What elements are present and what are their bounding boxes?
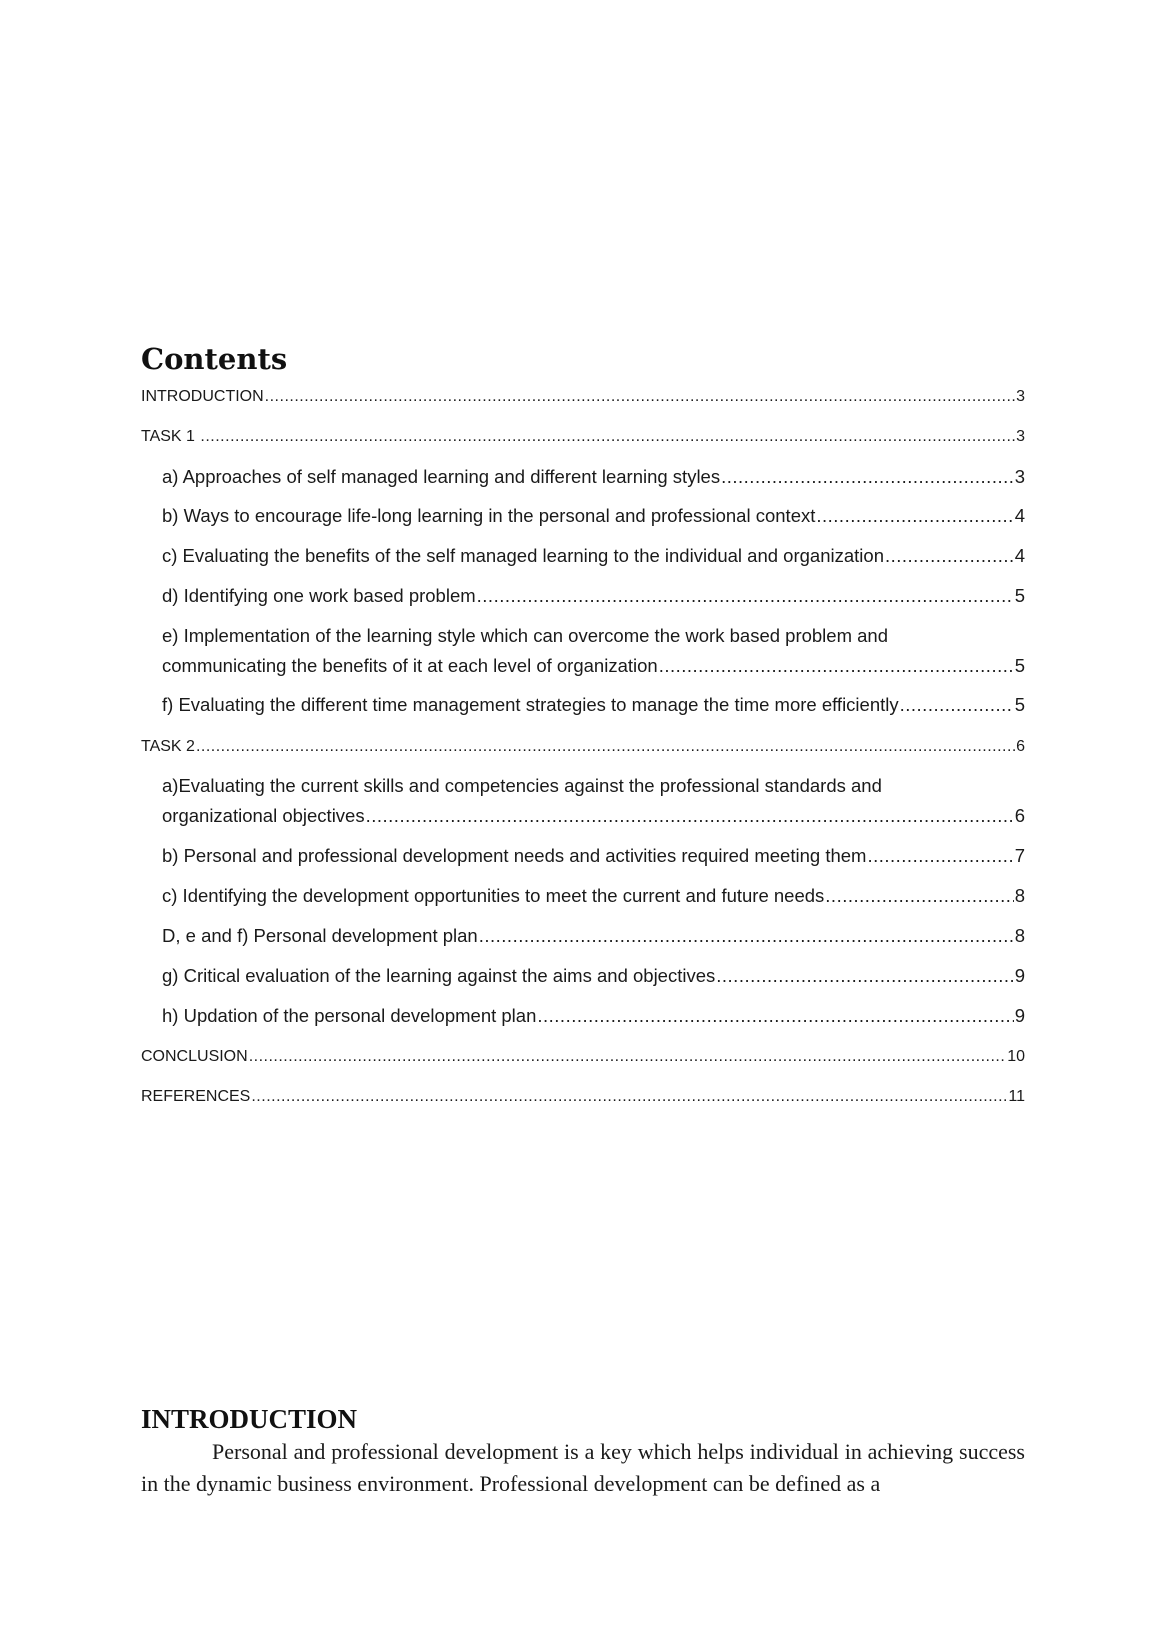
toc-entry-page: 8	[1014, 925, 1025, 946]
introduction-paragraph: Personal and professional development is a key which helps individual in achieving success in the dynamic business environment. Professional development can be defined as a	[141, 1439, 1025, 1496]
toc-entry-task-2h[interactable]	[162, 1003, 1025, 1029]
toc-heading: Contents	[141, 342, 288, 376]
toc-entry-title: c) Evaluating the benefits of the self managed learning to the individual and organization	[162, 545, 884, 566]
toc-entry-task-2a-line1[interactable]: a)Evaluating the current skills and competencies against the professional standards and	[162, 775, 882, 796]
toc-entry-title: h) Updation of the personal development plan	[162, 1005, 537, 1026]
toc-entry-references[interactable]	[141, 1086, 1025, 1108]
toc-dot-leader	[366, 803, 1014, 829]
toc-dot-leader	[900, 692, 1014, 718]
toc-entry-page: 11	[1008, 1088, 1025, 1105]
toc-dot-leader	[477, 583, 1014, 609]
toc-entry-introduction[interactable]	[141, 386, 1025, 408]
toc-entry-title: c) Identifying the development opportunities to meet the current and future needs	[162, 885, 825, 906]
toc-entry-page: 9	[1014, 965, 1025, 986]
toc-entry-page: 3	[1016, 388, 1025, 405]
toc-entry-task-1b[interactable]	[162, 503, 1025, 529]
toc-entry-title: a) Approaches of self managed learning and different learning styles	[162, 466, 721, 487]
toc-entry-task-1[interactable]	[141, 426, 1025, 448]
toc-entry-page: 10	[1007, 1048, 1025, 1065]
toc-dot-leader	[249, 1046, 1007, 1068]
toc-entry-task-2[interactable]	[141, 736, 1025, 758]
introduction-heading: INTRODUCTION	[141, 1404, 358, 1434]
toc-dot-leader	[200, 426, 1015, 448]
toc-dot-leader	[265, 386, 1015, 408]
toc-entry-task-2def[interactable]	[162, 923, 1025, 949]
toc-dot-leader	[716, 963, 1013, 989]
toc-entry-page: 5	[1014, 585, 1025, 606]
toc-entry-task-1d[interactable]	[162, 583, 1025, 609]
toc-entry-conclusion[interactable]	[141, 1046, 1025, 1068]
toc-entry-task-1a[interactable]	[162, 464, 1025, 490]
toc-entry-page: 4	[1014, 545, 1025, 566]
toc-entry-title: TASK 1	[141, 428, 200, 445]
toc-entry-page: 7	[1014, 845, 1025, 866]
toc-entry-task-2a[interactable]	[162, 803, 1025, 829]
toc-entry-page: 3	[1016, 428, 1025, 445]
toc-entry-page: 5	[1014, 694, 1025, 715]
toc-entry-page: 5	[1014, 655, 1025, 676]
toc-entry-title: g) Critical evaluation of the learning against the aims and objectives	[162, 965, 716, 986]
toc-dot-leader	[537, 1003, 1013, 1029]
toc-entry-page: 9	[1014, 1005, 1025, 1026]
toc-entry-page: 6	[1014, 805, 1025, 826]
toc-entry-title: d) Identifying one work based problem	[162, 585, 476, 606]
toc-dot-leader	[659, 653, 1014, 679]
toc-entry-task-1f[interactable]	[162, 692, 1025, 718]
toc-dot-leader	[885, 543, 1014, 569]
toc-dot-leader	[825, 883, 1013, 909]
toc-entry-page: 6	[1016, 738, 1025, 755]
toc-dot-leader	[816, 503, 1013, 529]
toc-dot-leader	[721, 464, 1014, 490]
toc-entry-title: b) Personal and professional development needs and activities required meeting them	[162, 845, 867, 866]
toc-entry-task-2b[interactable]	[162, 843, 1025, 869]
toc-entry-page: 3	[1014, 466, 1025, 487]
toc-dot-leader	[251, 1086, 1007, 1108]
toc-dot-leader	[479, 923, 1014, 949]
toc-entry-task-1c[interactable]	[162, 543, 1025, 569]
toc-entry-title: INTRODUCTION	[141, 388, 264, 405]
toc-entry-page: 4	[1014, 505, 1025, 526]
toc-entry-title: CONCLUSION	[141, 1048, 248, 1065]
toc-entry-title: b) Ways to encourage life-long learning in the personal and professional context	[162, 505, 816, 526]
toc-entry-title: organizational objectives	[162, 805, 365, 826]
toc-entry-page: 8	[1014, 885, 1025, 906]
toc-entry-task-1e[interactable]	[162, 653, 1025, 679]
toc-entry-title: communicating the benefits of it at each level of organization	[162, 655, 658, 676]
toc-dot-leader	[196, 736, 1015, 758]
toc-entry-task-2g[interactable]	[162, 963, 1025, 989]
toc-entry-task-2c[interactable]	[162, 883, 1025, 909]
toc-entry-title: REFERENCES	[141, 1088, 251, 1105]
toc-entry-title: f) Evaluating the different time management strategies to manage the time more efficiently	[162, 694, 899, 715]
toc-entry-title: D, e and f) Personal development plan	[162, 925, 478, 946]
toc-entry-task-1e-line1[interactable]: e) Implementation of the learning style which can overcome the work based problem and	[162, 625, 888, 646]
toc-dot-leader	[867, 843, 1013, 869]
toc-entry-title: TASK 2	[141, 738, 195, 755]
